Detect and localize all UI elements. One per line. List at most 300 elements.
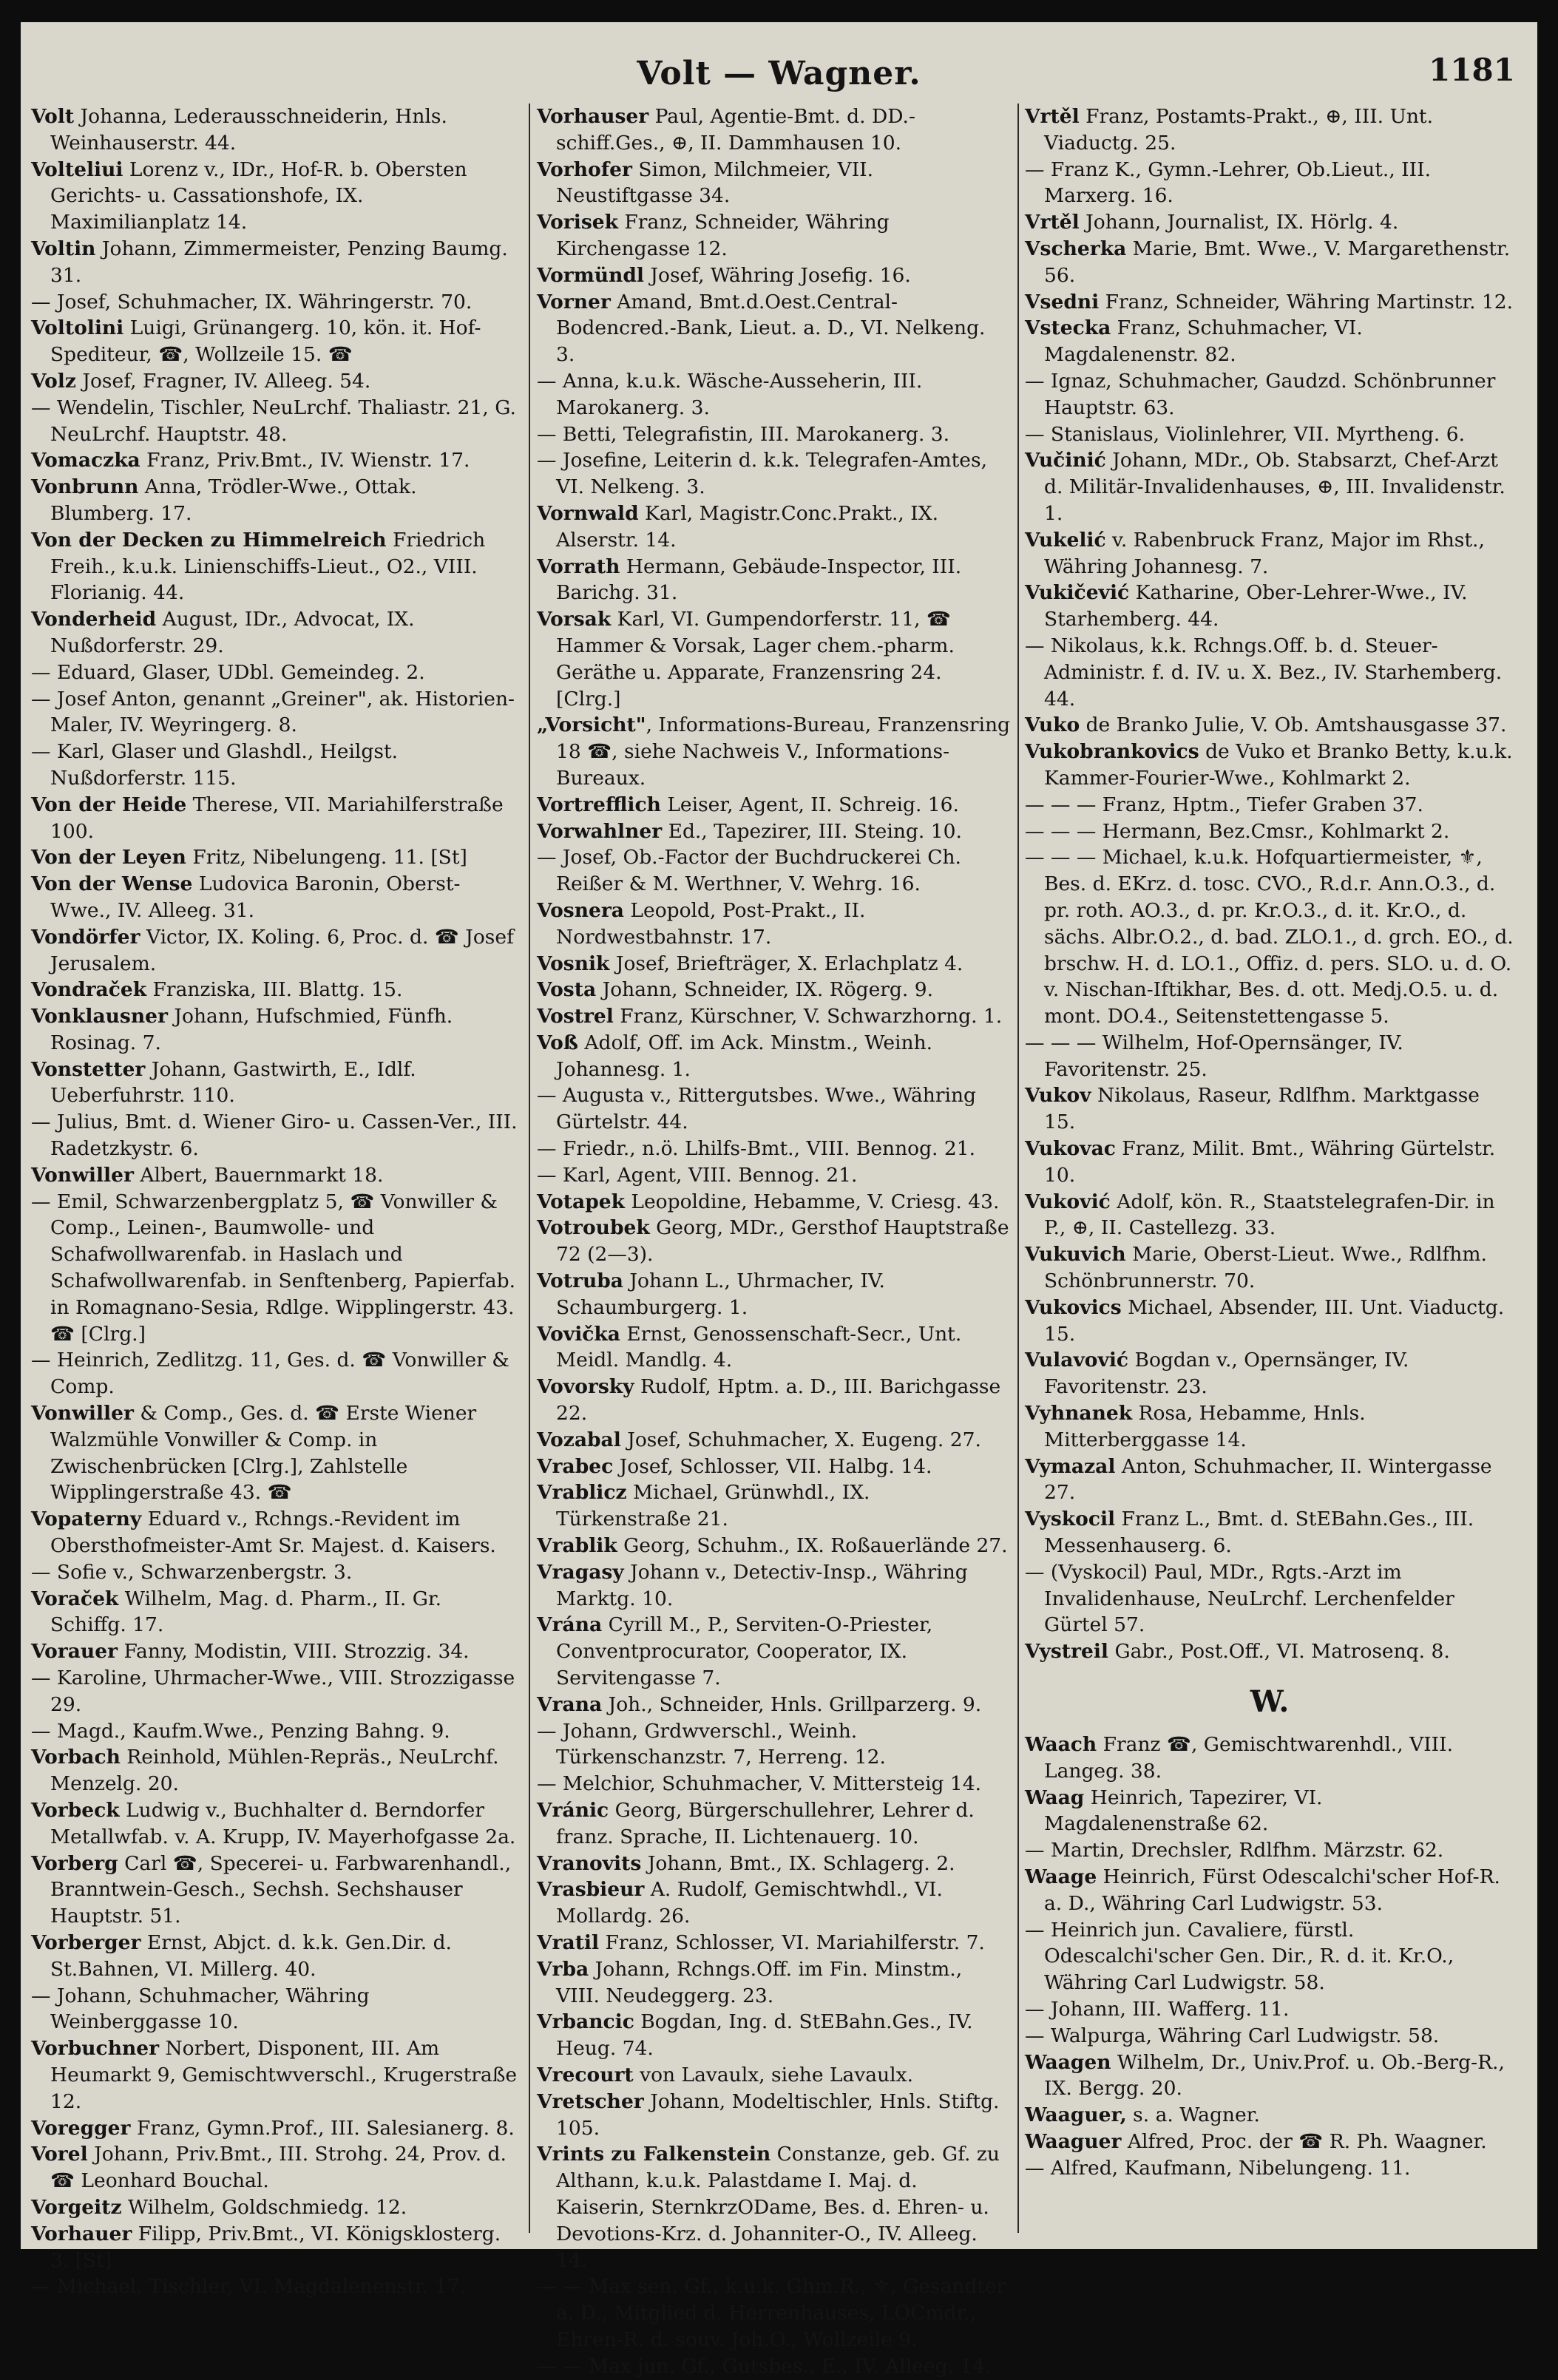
directory-entry	[537, 1082, 1010, 1136]
directory-entry	[537, 1930, 1010, 1956]
directory-entry	[1025, 1241, 1514, 1295]
entry-text: — Friedr., n.ö. Lhilfs-Bmt., VIII. Bennog. 21.	[537, 1137, 976, 1161]
directory-entry	[1025, 447, 1514, 526]
entry-name: Vyskocil	[1025, 1508, 1116, 1531]
entry-name: Voltin	[31, 237, 96, 260]
entry-text: Norbert, Disponent, III. Am Heumarkt 9, Gemischtwverschl., Krugerstraße 12.	[50, 2037, 518, 2113]
directory-entry	[537, 2089, 1010, 2142]
directory-entry	[1025, 209, 1514, 236]
entry-text: — Johann, Schuhmacher, Währing Weinberggasse 10.	[31, 1984, 370, 2034]
directory-entry	[537, 2274, 1010, 2353]
entry-text: — Martin, Drechsler, Rdlfhm. Märzstr. 62.	[1025, 1839, 1444, 1862]
directory-entry	[31, 924, 519, 977]
entry-text: Karl, Magistr.Conc.Prakt., IX. Alserstr. 14.	[556, 501, 939, 552]
entry-text: Georg, Bürgerschullehrer, Lehrer d. franz. Sprache, II. Lichtenauerg. 10.	[556, 1799, 975, 1848]
entry-name: Vukičević	[1025, 581, 1130, 605]
entry-text: Johann L., Uhrmacher, IV. Schaumburgerg. 1.	[556, 1269, 885, 1319]
directory-entry	[537, 1692, 1010, 1718]
entry-name: Vorhauer	[31, 2222, 132, 2245]
directory-entry	[537, 1851, 1010, 1877]
entry-text: — Josef, Ob.-Factor der Buchdruckerei Ch. Reißer & M. Werthner, V. Wehrg. 16.	[537, 846, 961, 896]
entry-text: Wilhelm, Dr., Univ.Prof. u. Ob.-Berg-R., IX. Bergg. 20.	[1044, 2050, 1505, 2101]
entry-name: Von der Wense	[31, 872, 193, 896]
directory-entry	[31, 1400, 519, 1506]
directory-entry	[537, 1189, 1010, 1216]
directory-entry	[31, 686, 519, 739]
directory-entry	[31, 2141, 519, 2194]
entry-text: Franz, Postamts-Prakt., ⊕, III. Unt. Viaductg. 25.	[1044, 105, 1433, 155]
directory-entry	[537, 501, 1010, 554]
entry-text: — Betti, Telegrafistin, III. Marokanerg. 3.	[537, 422, 950, 446]
directory-entry	[31, 844, 519, 871]
entry-text: — Walpurga, Währing Carl Ludwigstr. 58.	[1025, 2024, 1440, 2047]
entry-text: Adolf, kön. R., Staatstelegrafen-Dir. in P., ⊕, II. Castellezg. 33.	[1044, 1190, 1495, 1240]
entry-name: Vostrel	[537, 1005, 614, 1028]
entry-text: Marie, Bmt. Wwe., V. Margarethenstr. 56.	[1044, 237, 1511, 287]
entry-text: — Karl, Glaser und Glashdl., Heilgst. Nußdorferstr. 115.	[31, 740, 399, 790]
entry-text: , Informations-Bureau, Franzensring 18 ☎, siehe Nachweis V., Informations-Bureaux.	[556, 713, 1011, 790]
entry-name: Votroubek	[537, 1216, 650, 1240]
entry-text: Franz L., Bmt. d. StEBahn.Ges., III. Messenhauserg. 6.	[1044, 1508, 1474, 1558]
directory-entry	[537, 447, 1010, 501]
entry-text: Johann, Priv.Bmt., III. Strohg. 24, Prov. d. ☎ Leonhard Bouchal.	[50, 2143, 507, 2193]
directory-entry	[1025, 818, 1514, 845]
entry-name: Vorbeck	[31, 1799, 120, 1822]
directory-entry	[537, 1771, 1010, 1797]
directory-entry	[1025, 1864, 1514, 1917]
directory-entry	[1025, 2102, 1514, 2129]
directory-entry	[537, 289, 1010, 368]
directory-entry	[31, 1347, 519, 1400]
entry-text: von Lavaulx, siehe Lavaulx.	[633, 2063, 914, 2086]
entry-text: Franz, Schlosser, VI. Mariahilferstr. 7.	[599, 1930, 985, 1954]
page-header	[21, 41, 1537, 101]
entry-text: Nikolaus, Raseur, Rdlfhm. Marktgasse 15.	[1044, 1084, 1480, 1134]
entry-text: Wilhelm, Mag. d. Pharm., II. Gr. Schiffg. 17.	[50, 1587, 442, 1637]
directory-entry	[537, 844, 1010, 898]
entry-text: Ernst, Abjct. d. k.k. Gen.Dir. d. St.Bahnen, VI. Millerg. 40.	[50, 1930, 452, 1981]
entry-name: Vovička	[537, 1322, 620, 1346]
directory-entry	[1025, 633, 1514, 712]
directory-entry	[1025, 1030, 1514, 1083]
entry-name: Vorwahlner	[537, 819, 663, 843]
directory-entry	[31, 606, 519, 660]
entry-name: Volt	[31, 105, 75, 128]
directory-entry	[31, 792, 519, 845]
directory-entry	[537, 2141, 1010, 2274]
entry-text: — Julius, Bmt. d. Wiener Giro- u. Cassen-Ver., III. Radetzkystr. 6.	[31, 1111, 518, 1161]
directory-entry	[31, 1983, 519, 2036]
directory-entry	[31, 871, 519, 924]
directory-entry	[537, 712, 1010, 791]
entry-text: Constanze, geb. Gf. zu Althann, k.u.k. Palastdame I. Maj. d. Kaiserin, SternkrzODame, Bes. d. Ehren- u. Devotions-Krz. d. Johanniter-O., IV. Alleeg. 14.	[556, 2143, 1000, 2272]
entry-text: Wilhelm, Goldschmiedg. 12.	[121, 2195, 407, 2219]
directory-entry	[31, 1638, 519, 1665]
entry-name: Waaguer,	[1025, 2103, 1127, 2127]
entry-name: Vuko	[1025, 713, 1080, 737]
entry-text: A. Rudolf, Gemischtwhdl., VI. Mollardg. 26.	[556, 1878, 943, 1928]
directory-entry	[31, 395, 519, 448]
entry-name: Vuković	[1025, 1190, 1111, 1213]
entry-text: Joh., Schneider, Hnls. Grillparzerg. 9.	[602, 1692, 982, 1716]
directory-entry	[1025, 1189, 1514, 1242]
entry-text: — Johann, Grdwverschl., Weinh. Türkenschanzstr. 7, Herreng. 12.	[537, 1719, 886, 1769]
entry-text: Josef, Währing Josefig. 16.	[643, 263, 911, 287]
entry-text: August, IDr., Advocat, IX. Nußdorferstr. 29.	[50, 608, 415, 657]
entry-name: Vscherka	[1025, 237, 1127, 260]
entry-text: Johann, Journalist, IX. Hörlg. 4.	[1079, 211, 1399, 234]
entry-name: Waage	[1025, 1865, 1097, 1888]
entry-text: Cyrill M., P., Serviten-O-Priester, Conventprocurator, Cooperator, IX. Servitengasse 7.	[556, 1613, 933, 1690]
entry-name: Vormündl	[537, 263, 644, 287]
entry-text: Franz, Schuhmacher, VI. Magdalenenstr. 82.	[1044, 316, 1363, 367]
entry-name: Vonbrunn	[31, 475, 139, 499]
entry-name: Vragasy	[537, 1560, 624, 1584]
entry-name: Vorrath	[537, 555, 620, 578]
entry-text: Franz, Schneider, Währing Kirchengasse 12.	[556, 211, 890, 260]
directory-entry	[537, 1162, 1010, 1189]
entry-name: Vorhofer	[537, 157, 632, 181]
directory-entry	[537, 104, 1010, 157]
directory-entry	[537, 421, 1010, 448]
entry-text: Hermann, Gebäude-Inspector, III. Barichg. 31.	[556, 555, 962, 605]
directory-entry	[537, 1427, 1010, 1454]
entry-text: Franz, Milit. Bmt., Währing Gürtelstr. 10.	[1044, 1137, 1496, 1187]
entry-name: Vrána	[537, 1613, 603, 1637]
entry-text: — — — Wilhelm, Hof-Opernsänger, IV. Favoritenstr. 25.	[1025, 1031, 1403, 1081]
columns	[31, 104, 1527, 2378]
entry-name: Volteliui	[31, 157, 123, 181]
directory-entry	[1025, 421, 1514, 448]
entry-name: Vorner	[537, 290, 611, 313]
entry-text: Ernst, Genossenschaft-Secr., Unt. Meidl. Mandlg. 4.	[556, 1322, 962, 1372]
entry-name: Vrablicz	[537, 1481, 627, 1505]
directory-entry	[537, 2009, 1010, 2062]
entry-text: — Alfred, Kaufmann, Nibelungeng. 11.	[1025, 2156, 1411, 2180]
entry-text: Fritz, Nibelungeng. 11. [St]	[186, 846, 467, 869]
entry-text: — Magd., Kaufm.Wwe., Penzing Bahng. 9.	[31, 1719, 450, 1743]
entry-name: Vukov	[1025, 1084, 1091, 1108]
entry-text: Filipp, Priv.Bmt., VI. Königsklosterg. 3. [St]	[50, 2222, 501, 2272]
directory-entry	[537, 157, 1010, 210]
entry-text: — Karl, Agent, VIII. Bennog. 21.	[537, 1163, 858, 1187]
directory-entry	[31, 1057, 519, 1110]
entry-text: s. a. Wagner.	[1126, 2103, 1260, 2127]
directory-entry	[31, 2194, 519, 2221]
column-divider	[1017, 104, 1019, 2233]
directory-entry	[537, 1030, 1010, 1083]
section-heading-w: W.	[1250, 1684, 1290, 1720]
entry-text: Franz ☎, Gemischtwarenhdl., VIII. Langeg. 38.	[1044, 1733, 1454, 1783]
entry-name: Von der Heide	[31, 793, 187, 816]
directory-entry	[1025, 1347, 1514, 1400]
entry-text: — Johann, III. Wafferg. 11.	[1025, 1997, 1290, 2021]
entry-name: Vrana	[537, 1692, 603, 1716]
entry-name: Waach	[1025, 1733, 1097, 1757]
directory-entry	[31, 447, 519, 474]
directory-entry	[1025, 1996, 1514, 2023]
directory-entry	[1025, 1638, 1514, 1665]
directory-entry	[537, 898, 1010, 951]
directory-entry	[31, 368, 519, 395]
entry-text: Franz, Gymn.Prof., III. Salesianerg. 8.	[130, 2116, 515, 2140]
directory-entry	[31, 527, 519, 606]
entry-text: — Melchior, Schuhmacher, V. Mittersteig 14.	[537, 1772, 982, 1796]
directory-entry	[537, 1479, 1010, 1533]
page-number: 1181	[1429, 52, 1515, 88]
directory-entry	[537, 1956, 1010, 2010]
entry-text: Leopold, Post-Prakt., II. Nordwestbahnstr. 17.	[556, 898, 866, 949]
directory-entry	[537, 209, 1010, 262]
entry-text: Bogdan, Ing. d. StEBahn.Ges., IV. Heug. 74.	[556, 2010, 973, 2061]
entry-name: Vrtěl	[1025, 105, 1080, 128]
directory-entry	[31, 1109, 519, 1162]
entry-name: Vulavović	[1025, 1349, 1129, 1372]
entry-name: Voregger	[31, 2116, 131, 2140]
entry-text: Georg, Schuhm., IX. Roßauerlände 27.	[617, 1534, 1008, 1558]
entry-name: Vukovics	[1025, 1295, 1122, 1319]
entry-text: — Heinrich jun. Cavaliere, fürstl. Odescalchi'scher Gen. Dir., R. d. it. Kr.O., Währing Carl Ludwigstr. 58.	[1025, 1918, 1454, 1995]
directory-entry	[1025, 792, 1514, 818]
directory-entry	[31, 315, 519, 368]
directory-entry	[31, 2221, 519, 2274]
entry-text: Johann, Rchngs.Off. im Fin. Minstm., VIII. Neudeggerg. 23.	[556, 1957, 963, 2007]
entry-text: — Eduard, Glaser, UDbl. Gemeindeg. 2.	[31, 660, 425, 684]
directory-entry	[1025, 2155, 1514, 2182]
entry-name: Voltolini	[31, 316, 124, 340]
column-divider	[529, 104, 530, 2233]
directory-entry	[1025, 1136, 1514, 1189]
directory-entry	[537, 818, 1010, 845]
entry-name: Vopaterny	[31, 1508, 142, 1531]
entry-text: Johanna, Lederausschneiderin, Hnls. Weinhauserstr. 44.	[50, 105, 447, 155]
directory-entry	[537, 1374, 1010, 1427]
entry-name: Vrecourt	[537, 2063, 634, 2086]
entry-name: Vovorsky	[537, 1375, 634, 1399]
entry-name: Vrba	[537, 1957, 589, 1981]
directory-entry	[537, 1559, 1010, 1613]
directory-entry	[31, 977, 519, 1003]
entry-text: Franz, Priv.Bmt., IV. Wienstr. 17.	[140, 449, 470, 472]
entry-text: — (Vyskocil) Paul, MDr., Rgts.-Arzt im Invalidenhause, NeuLrchf. Lerchenfelder Gürtel 57.	[1025, 1560, 1454, 1637]
directory-entry	[31, 1851, 519, 1930]
entry-text: Josef, Briefträger, X. Erlachplatz 4.	[609, 952, 963, 975]
entry-text: Johann, Hufschmied, Fünfh. Rosinag. 7.	[50, 1005, 453, 1054]
directory-entry	[1025, 2050, 1514, 2103]
column-1	[31, 104, 519, 2299]
entry-text: Josef, Schlosser, VII. Halbg. 14.	[613, 1454, 932, 1478]
entry-name: Voraček	[31, 1587, 119, 1610]
entry-name: Vrabec	[537, 1454, 614, 1478]
entry-name: Vrints zu Falkenstein	[537, 2143, 771, 2166]
directory-page	[21, 22, 1537, 2378]
entry-text: Alfred, Proc. der ☎ R. Ph. Waagner.	[1121, 2129, 1487, 2153]
directory-entry	[1025, 368, 1514, 421]
directory-entry	[31, 1162, 519, 1189]
w-entries	[1025, 1732, 1514, 2182]
entry-text: de Vuko et Branko Betty, k.u.k. Kammer-Fourier-Wwe., Kohlmarkt 2.	[1044, 740, 1513, 790]
entry-text: Georg, MDr., Gersthof Hauptstraße 72 (2—3).	[556, 1216, 1009, 1267]
directory-entry	[1025, 104, 1514, 157]
directory-entry	[31, 1559, 519, 1586]
entry-name: Vrablik	[537, 1534, 617, 1558]
entry-name: Vondörfer	[31, 925, 140, 949]
directory-entry	[537, 977, 1010, 1003]
entry-name: Vorsak	[537, 608, 612, 631]
entry-text: Friedrich Freih., k.u.k. Linienschiffs-Lieut., O2., VIII. Florianig. 44.	[50, 528, 486, 605]
directory-entry	[537, 2062, 1010, 2089]
entry-text: — Augusta v., Rittergutsbes. Wwe., Währing Gürtelstr. 44.	[537, 1084, 977, 1134]
entry-text: Johann, Gastwirth, E., Idlf. Ueberfuhrstr. 110.	[50, 1057, 416, 1108]
directory-entry	[537, 1797, 1010, 1851]
directory-entry	[537, 262, 1010, 289]
entry-text: — Wendelin, Tischler, NeuLrchf. Thaliastr. 21, G. NeuLrchf. Hauptstr. 48.	[31, 396, 516, 446]
entry-name: Waagen	[1025, 2050, 1111, 2074]
entry-text: Josef, Schuhmacher, X. Eugeng. 27.	[620, 1428, 981, 1451]
directory-entry	[537, 1612, 1010, 1691]
directory-entry	[1025, 1454, 1514, 1507]
entry-name: Waag	[1025, 1786, 1085, 1809]
entry-text: Victor, IX. Koling. 6, Proc. d. ☎ Josef Jerusalem.	[50, 925, 514, 975]
directory-entry	[31, 739, 519, 792]
entry-text: Paul, Agentie-Bmt. d. DD.-schiff.Ges., ⊕, II. Dammhausen 10.	[556, 105, 915, 155]
entry-name: Vonwiller	[31, 1163, 134, 1187]
directory-entry	[31, 1930, 519, 1983]
directory-entry	[31, 1189, 519, 1348]
entry-name: Vorel	[31, 2143, 88, 2166]
entry-name: Von der Leyen	[31, 846, 186, 869]
entry-name: Vučinić	[1025, 449, 1106, 472]
entry-text: — — Max sen. Gf., k.u.k. Ghm.R., ⚜, Gesandter a. D., Mitglied d. Herrenhauses, LOCmdr., Ehren-R. d. souv. Joh.O., Wollzeile 9.	[537, 2275, 1006, 2351]
entry-text: Franziska, III. Blattg. 15.	[146, 978, 403, 1002]
directory-entry	[1025, 1082, 1514, 1136]
entry-text: — Anna, k.u.k. Wäsche-Ausseherin, III. Marokanerg. 3.	[537, 369, 923, 419]
entry-text: — Karoline, Uhrmacher-Wwe., VIII. Strozzigasse 29.	[31, 1667, 515, 1716]
entry-name: Vorbuchner	[31, 2037, 160, 2061]
entry-name: Vorhauser	[537, 105, 649, 128]
entry-name: Vonklausner	[31, 1005, 168, 1028]
directory-entry	[31, 1506, 519, 1559]
entry-name: Vorisek	[537, 211, 618, 234]
directory-entry	[31, 660, 519, 686]
directory-entry	[1025, 527, 1514, 580]
entry-text: Johann v., Detectiv-Insp., Währing Marktg. 10.	[556, 1560, 968, 1610]
entry-name: Vorgeitz	[31, 2195, 122, 2219]
entry-text: Eduard v., Rchngs.-Revident im Obersthofmeister-Amt Sr. Majest. d. Kaisers.	[50, 1508, 496, 1558]
directory-entry	[1025, 236, 1514, 289]
entry-name: Vornwald	[537, 501, 639, 525]
entry-text: Therese, VII. Mariahilferstraße 100.	[50, 793, 504, 843]
directory-entry	[1025, 712, 1514, 739]
entry-text: — — — Hermann, Bez.Cmsr., Kohlmarkt 2.	[1025, 819, 1450, 843]
column-3	[1025, 104, 1514, 2240]
directory-entry	[1025, 739, 1514, 792]
entry-name: Vstecka	[1025, 316, 1111, 340]
entry-text: Anna, Trödler-Wwe., Ottak. Blumberg. 17.	[50, 475, 417, 525]
entry-text: Josef, Fragner, IV. Alleeg. 54.	[75, 369, 371, 393]
entry-text: Fanny, Modistin, VIII. Strozzig. 34.	[118, 1640, 470, 1664]
entry-text: Johann, Schneider, IX. Rögerg. 9.	[596, 978, 934, 1002]
directory-entry	[31, 1586, 519, 1639]
entry-text: Ludovica Baronin, Oberst-Wwe., IV. Alleeg. 31.	[50, 872, 461, 922]
entry-name: Vránic	[537, 1799, 609, 1822]
entry-name: Vomaczka	[31, 449, 140, 472]
entry-text: Ed., Tapezirer, III. Steing. 10.	[662, 819, 962, 843]
entry-text: Rudolf, Hptm. a. D., III. Barichgasse 22.	[556, 1375, 1001, 1425]
directory-entry	[31, 1744, 519, 1797]
entry-name: Vosnera	[537, 898, 624, 922]
directory-entry	[31, 2035, 519, 2115]
entry-name: Vorberg	[31, 1851, 118, 1875]
directory-entry	[537, 792, 1010, 818]
directory-entry	[537, 1533, 1010, 1559]
entry-name: Vozabal	[537, 1428, 621, 1451]
entry-text: Heinrich, Fürst Odescalchi'scher Hof-R. a. D., Währing Carl Ludwigstr. 53.	[1044, 1865, 1500, 1915]
entry-text: — Nikolaus, k.k. Rchngs.Off. b. d. Steuer-Administr. f. d. IV. u. X. Bez., IV. Starhemberg. 44.	[1025, 634, 1503, 711]
directory-entry	[1025, 580, 1514, 633]
entry-name: Vorbach	[31, 1746, 121, 1769]
entry-name: Vukobrankovics	[1025, 740, 1199, 764]
entry-name: Von der Decken zu Himmelreich	[31, 528, 387, 552]
entry-text: — Josefine, Leiterin d. k.k. Telegrafen-Amtes, VI. Nelkeng. 3.	[537, 449, 987, 499]
entry-text: Adolf, Off. im Ack. Minstm., Weinh. Johannesg. 1.	[556, 1031, 933, 1081]
entry-name: Vonderheid	[31, 608, 157, 631]
page-title: Volt — Wagner.	[637, 55, 921, 92]
directory-entry	[1025, 157, 1514, 210]
directory-entry	[537, 1215, 1010, 1268]
entry-name: Vsedni	[1025, 290, 1100, 313]
directory-entry	[1025, 1559, 1514, 1638]
entry-name: Vonwiller	[31, 1402, 134, 1425]
entry-text: Bogdan v., Opernsänger, IV. Favoritenstr. 23.	[1044, 1349, 1409, 1399]
entry-text: — — — Franz, Hptm., Tiefer Graben 37.	[1025, 793, 1423, 816]
entry-text: Franz, Schneider, Währing Martinstr. 12.	[1099, 290, 1514, 313]
entry-text: Marie, Oberst-Lieut. Wwe., Rdlfhm. Schönbrunnerstr. 70.	[1044, 1243, 1487, 1293]
entry-name: Vortrefflich	[537, 793, 661, 816]
entry-text: Karl, VI. Gumpendorferstr. 11, ☎ Hammer & Vorsak, Lager chem.-pharm. Geräthe u. Apparate, Franzensring 24. [Clrg.]	[556, 608, 955, 711]
directory-entry	[1025, 1506, 1514, 1559]
entry-text: Reinhold, Mühlen-Repräs., NeuLrchf. Menzelg. 20.	[50, 1746, 499, 1796]
entry-name: Vukovac	[1025, 1137, 1116, 1161]
entry-name: „Vorsicht"	[537, 713, 646, 737]
entry-text: Leiser, Agent, II. Schreig. 16.	[660, 793, 959, 816]
entry-name: Votruba	[537, 1269, 623, 1293]
entry-text: — Josef Anton, genannt „Greiner", ak. Historien-Maler, IV. Weyringerg. 8.	[31, 687, 515, 737]
directory-entry	[537, 368, 1010, 421]
entry-text: — Franz K., Gymn.-Lehrer, Ob.Lieut., III. Marxerg. 16.	[1025, 157, 1431, 208]
directory-entry	[537, 606, 1010, 712]
entry-text: Gabr., Post.Off., VI. Matrosenq. 8.	[1108, 1640, 1450, 1664]
directory-entry	[1025, 1917, 1514, 1996]
entry-text: Lorenz v., IDr., Hof-R. b. Obersten Gerichts- u. Cassationshofe, IX. Maximilianplatz 14.	[50, 157, 467, 234]
entry-text: Rosa, Hebamme, Hnls. Mitterberggasse 14.	[1044, 1402, 1366, 1451]
directory-entry	[1025, 315, 1514, 368]
directory-entry	[1025, 1837, 1514, 1864]
entry-text: Anton, Schuhmacher, II. Wintergasse 27.	[1044, 1454, 1492, 1505]
directory-entry	[537, 1454, 1010, 1480]
entry-name: Vystreil	[1025, 1640, 1109, 1664]
entry-name: Voß	[537, 1031, 578, 1054]
entry-text: — Sofie v., Schwarzenbergstr. 3.	[31, 1560, 353, 1584]
entry-text: Michael, Absender, III. Unt. Viaductg. 15.	[1044, 1295, 1505, 1346]
entry-text: Katharine, Ober-Lehrer-Wwe., IV. Starhemberg. 44.	[1044, 581, 1468, 631]
entry-name: Vrbancic	[537, 2010, 634, 2034]
entry-name: Vretscher	[537, 2089, 644, 2113]
directory-entry	[1025, 2129, 1514, 2155]
directory-entry	[537, 2353, 1010, 2380]
entry-name: Vymazal	[1025, 1454, 1116, 1478]
entry-name: Vranovits	[537, 1851, 642, 1875]
